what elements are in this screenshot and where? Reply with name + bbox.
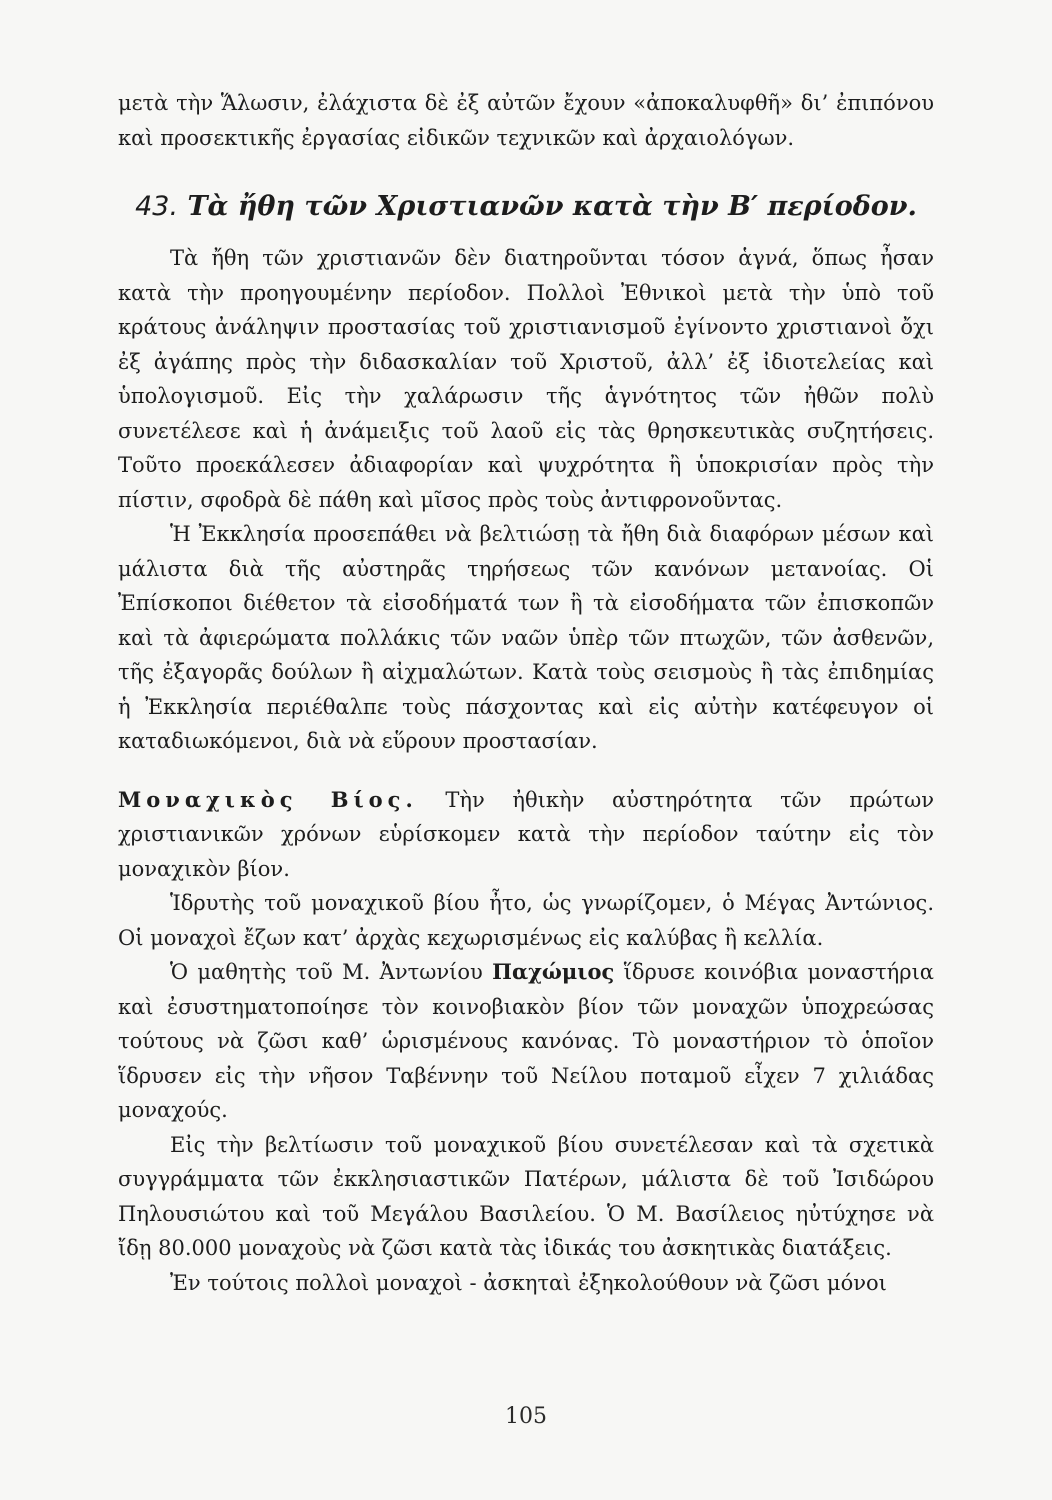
- monastic-paragraph-4: Εἰς τὴν βελτίωσιν τοῦ μοναχικοῦ βίου συνετέλεσαν καὶ τὰ σχετικὰ συγγράμματα τῶν ἐκκλησιαστικῶν Πατέρων, μάλιστα δὲ τοῦ Ἰσιδώρου Πηλουσιώτου καὶ τοῦ Μεγάλου Βασιλείου. Ὁ Μ. Βασίλειος ηὐτύχησε νὰ ἴδῃ 80.000 μοναχοὺς νὰ ζῶσι κατὰ τὰς ἰδικάς του ἀσκητικὰς διατάξεις.: [118, 1132, 934, 1260]
- section-heading: [118, 189, 934, 225]
- monastic-paragraph-2: Ἱδρυτὴς τοῦ μοναχικοῦ βίου ἦτο, ὡς γνωρίζομεν, ὁ Μέγας Ἀντώνιος. Οἱ μοναχοὶ ἔζων κατ’ ἀρχὰς κεχωρισμένως εἰς καλύβας ἢ κελλία.: [118, 891, 934, 950]
- monastic-paragraph-3: [118, 955, 934, 1128]
- section-number: 43.: [135, 191, 179, 222]
- pachomios-name: Παχώμιος: [492, 959, 615, 984]
- monastic-paragraph-3-start: Ὁ μαθητὴς τοῦ Μ. Ἀντωνίου: [170, 960, 493, 984]
- monastic-paragraph-1-text: Τὴν ἠθικὴν αὐστηρότητα τῶν πρώτων χριστιανικῶν χρόνων εὑρίσκομεν κατὰ τὴν περίοδον ταύτην εἰς τὸν μοναχικὸν βίον.: [118, 787, 934, 881]
- monastic-paragraph-5: Ἐν τούτοις πολλοὶ μοναχοὶ - ἀσκηταὶ ἐξηκολούθουν νὰ ζῶσι μόνοι: [170, 1270, 887, 1295]
- intro-paragraph: μετὰ τὴν Ἅλωσιν, ἐλάχιστα δὲ ἐξ αὐτῶν ἔχουν «ἀποκαλυφθῆ» δι’ ἐπιπόνου καὶ προσεκτικῆς ἐργασίας εἰδικῶν τεχνικῶν καὶ ἀρχαιολόγων.: [118, 91, 934, 150]
- section-paragraph-2: Ἡ Ἐκκλησία προσεπάθει νὰ βελτιώσῃ τὰ ἤθη διὰ διαφόρων μέσων καὶ μάλιστα διὰ τῆς αὐστηρᾶς τηρήσεως τῶν κανόνων μετανοίας. Οἱ Ἐπίσκοποι διέθετον τὰ εἰσοδήματά των ἢ τὰ εἰσοδήματα τῶν ἐπισκοπῶν καὶ τὰ ἀφιερώματα πολλάκις τῶν ναῶν ὑπὲρ τῶν πτωχῶν, τῶν ἀσθενῶν, τῆς ἐξαγορᾶς δούλων ἢ αἰχμαλώτων. Κατὰ τοὺς σεισμοὺς ἢ τὰς ἐπιδημίας ἡ Ἐκκλησία περιέθαλπε τοὺς πάσχοντας καὶ εἰς αὐτὴν κατέφευγον οἱ καταδιωκόμενοι, διὰ νὰ εὕρουν προστασίαν.: [118, 522, 934, 753]
- monastic-paragraph-3-end: ἵδρυσε κοινόβια μοναστήρια καὶ ἐσυστηματοποίησε τὸν κοινοβιακὸν βίον τῶν μοναχῶν ὑποχρεώσας τούτους νὰ ζῶσι καθ’ ὡρισμένους κανόνας. Τὸ μοναστήριον τὸ ὁποῖον ἵδρυσεν εἰς τὴν νῆσον Ταβέννην τοῦ Νείλου ποταμοῦ εἶχεν 7 χιλιάδας μοναχούς.: [118, 960, 934, 1122]
- section-title: Τὰ ἤθη τῶν Χριστιανῶν κατὰ τὴν Β′ περίοδον.: [187, 191, 917, 222]
- monastic-life-label: Μοναχικὸς Βίος.: [118, 786, 418, 812]
- page-number: 105: [505, 1404, 547, 1429]
- section-paragraph-1: Τὰ ἤθη τῶν χριστιανῶν δὲν διατηροῦνται τόσον ἁγνά, ὅπως ἦσαν κατὰ τὴν προηγουμένην περίοδον. Πολλοὶ Ἐθνικοὶ μετὰ τὴν ὑπὸ τοῦ κράτους ἀνάληψιν προστασίας τοῦ χριστιανισμοῦ ἐγίνοντο χριστιανοὶ ὄχι ἐξ ἀγάπης πρὸς τὴν διδασκαλίαν τοῦ Χριστοῦ, ἀλλ’ ἐξ ἰδιοτελείας καὶ ὑπολογισμοῦ. Εἰς τὴν χαλάρωσιν τῆς ἁγνότητος τῶν ἠθῶν πολὺ συνετέλεσε καὶ ἡ ἀνάμειξις τοῦ λαοῦ εἰς τὰς θρησκευτικὰς συζητήσεις. Τοῦτο προεκάλεσεν ἀδιαφορίαν καὶ ψυχρότητα ἢ ὑποκρισίαν πρὸς τὴν πίστιν, σφοδρὰ δὲ πάθη καὶ μῖσος πρὸς τοὺς ἀντιφρονοῦντας.: [118, 246, 934, 512]
- monastic-paragraph-1: [118, 783, 934, 887]
